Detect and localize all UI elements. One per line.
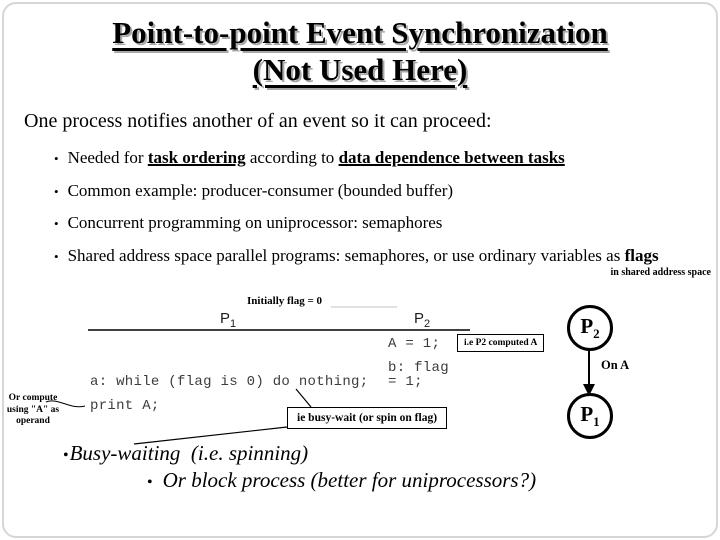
emphasis-data-dependence: data dependence between tasks — [338, 148, 565, 167]
p2-code-line-1: A = 1; — [388, 336, 441, 352]
text-run: Or block process (better for uniprocessors?) — [162, 468, 537, 492]
subscript: 2 — [593, 326, 600, 342]
initially-flag-label: Initially flag = 0 — [247, 295, 323, 307]
process-node-p1 — [567, 393, 613, 439]
intro-text: One process notifies another of an event so it can proceed: — [24, 110, 492, 132]
callout-p2-computed-a: i.e P2 computed A — [457, 334, 544, 352]
bullet-item-3 — [54, 212, 690, 234]
emphasis-task-ordering: task ordering — [147, 148, 246, 167]
bullet-marker: • — [147, 474, 153, 491]
text-run: Common example: producer-consumer (bounded buffer) — [67, 181, 454, 200]
p2-code-line-2: b: flag — [388, 360, 449, 376]
column-header-p1 — [220, 310, 236, 330]
on-a-edge-label: On A — [601, 358, 630, 372]
or-compute-note — [5, 393, 61, 428]
p2-code-line-3: = 1; — [388, 374, 423, 390]
page-title — [0, 14, 720, 88]
text-run: Busy-waiting (i.e. spinning) — [69, 441, 309, 465]
bullet-marker: • — [54, 184, 59, 199]
callout-busy-wait: ie busy-wait (or spin on flag) — [287, 407, 447, 429]
bullet-item-2 — [54, 180, 690, 202]
text-run: P — [580, 401, 594, 426]
bullet-marker: • — [54, 216, 59, 231]
text-run: according to — [245, 148, 339, 167]
footer-block-process — [147, 468, 536, 493]
text-run: Needed for — [67, 148, 148, 167]
title-line-2: (Not Used Here) — [252, 52, 468, 87]
column-header-p2 — [414, 310, 430, 330]
subscript: 2 — [424, 318, 431, 330]
shared-address-space-note: in shared address space — [610, 267, 711, 278]
p1-code-line-2: print A; — [90, 398, 160, 414]
text-run: using "A" as — [6, 404, 60, 415]
bullet-marker: • — [63, 447, 69, 464]
text-run — [580, 314, 599, 342]
bullet-item-1 — [54, 147, 690, 169]
text-run: P — [220, 310, 231, 327]
text-run: P — [580, 313, 594, 338]
bullet-marker: • — [54, 249, 59, 264]
footer-busy-waiting — [63, 441, 308, 466]
text-run — [580, 402, 599, 430]
text-run: Shared address space parallel programs: semaphores, or use ordinary variables as — [67, 246, 625, 265]
text-run: P — [414, 310, 425, 327]
flags-bold-text: flags — [624, 246, 659, 265]
subscript: 1 — [593, 414, 600, 430]
busywait-callout-line-top — [296, 389, 311, 407]
bullet-item-4 — [54, 245, 686, 267]
bullet-marker: • — [54, 151, 59, 166]
text-run: operand — [16, 416, 50, 426]
text-run: Or compute — [8, 393, 58, 403]
process-node-p2 — [567, 305, 613, 351]
title-line-1: Point-to-point Event Synchronization — [112, 15, 608, 50]
subscript: 1 — [230, 318, 237, 330]
text-run: Concurrent programming on uniprocessor: semaphores — [67, 213, 443, 232]
p1-code-line-1: a: while (flag is 0) do nothing; — [90, 374, 369, 390]
